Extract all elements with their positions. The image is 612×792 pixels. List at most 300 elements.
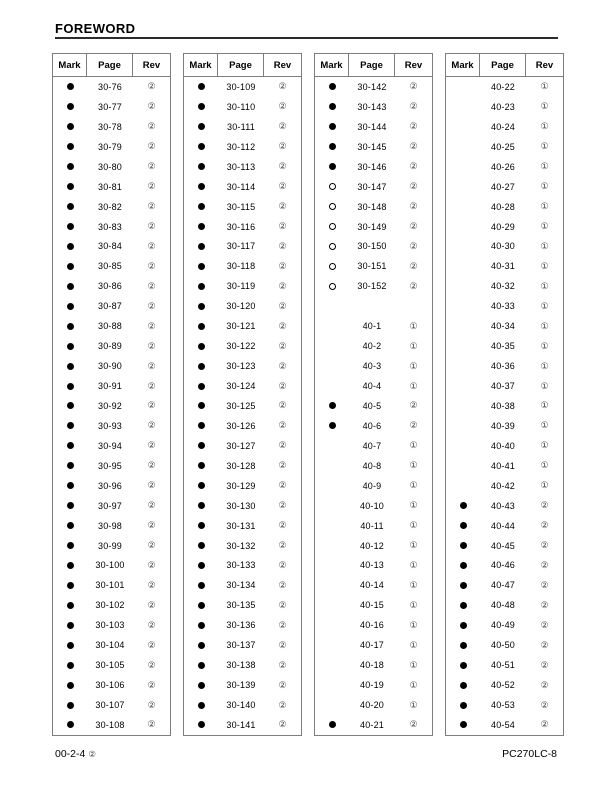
rev-cell: ① <box>540 221 549 232</box>
mark-cell-empty <box>315 575 349 595</box>
mark-cell-empty <box>315 516 349 536</box>
rev-cell: ② <box>540 520 549 531</box>
filled-circle-icon <box>460 522 467 529</box>
mark-filled-circle-icon <box>446 556 480 576</box>
filled-circle-icon <box>67 642 74 649</box>
table-row <box>184 595 301 615</box>
filled-circle-icon <box>198 143 205 150</box>
table-row <box>446 217 563 237</box>
mark-filled-circle-icon <box>184 536 218 556</box>
mark-filled-circle-icon <box>53 256 87 276</box>
table-row <box>446 655 563 675</box>
mark-filled-circle-icon <box>315 137 349 157</box>
mark-open-circle-icon <box>315 256 349 276</box>
rev-cell: ② <box>278 699 287 710</box>
table-row <box>53 436 170 456</box>
filled-circle-icon <box>460 702 467 709</box>
table-row <box>315 695 432 715</box>
table-row <box>53 157 170 177</box>
page-cell: 40-20 <box>359 700 385 711</box>
mark-filled-circle-icon <box>315 416 349 436</box>
rev-cell: ② <box>147 400 156 411</box>
page-cell: 40-13 <box>359 560 385 571</box>
rev-cell: ② <box>147 540 156 551</box>
mark-cell-empty <box>446 77 480 97</box>
mark-filled-circle-icon <box>53 137 87 157</box>
rev-cell: ② <box>147 679 156 690</box>
column-header-rev: Rev <box>535 59 554 71</box>
filled-circle-icon <box>460 682 467 689</box>
table-row <box>184 256 301 276</box>
revision-table-2 <box>183 53 302 736</box>
page-cell: 40-10 <box>359 500 385 511</box>
rev-cell: ② <box>147 559 156 570</box>
rev-cell: ② <box>540 619 549 630</box>
filled-circle-icon <box>460 502 467 509</box>
page-cell: 30-80 <box>97 161 123 172</box>
column-header-page: Page <box>87 54 133 76</box>
mark-filled-circle-icon <box>53 456 87 476</box>
table-row <box>184 336 301 356</box>
rev-cell: ① <box>409 619 418 630</box>
filled-circle-icon <box>198 203 205 210</box>
filled-circle-icon <box>329 422 336 429</box>
table-row <box>315 276 432 296</box>
page-cell: 40-6 <box>362 420 382 431</box>
rev-cell: ② <box>409 400 418 411</box>
column-header-page: Page <box>349 54 395 76</box>
mark-filled-circle-icon <box>53 376 87 396</box>
page-cell: 40-49 <box>490 620 516 631</box>
page-cell: 40-33 <box>490 301 516 312</box>
page-cell: 40-30 <box>490 241 516 252</box>
rev-cell: ① <box>540 81 549 92</box>
table-body <box>184 77 301 735</box>
mark-filled-circle-icon <box>184 336 218 356</box>
page-cell: 30-138 <box>226 660 256 671</box>
filled-circle-icon <box>198 283 205 290</box>
mark-filled-circle-icon <box>446 675 480 695</box>
mark-open-circle-icon <box>315 197 349 217</box>
page-cell: 30-129 <box>226 480 256 491</box>
table-row <box>446 157 563 177</box>
table-row <box>446 137 563 157</box>
table-row <box>184 177 301 197</box>
table-row <box>184 77 301 97</box>
rev-cell: ② <box>278 340 287 351</box>
table-row <box>53 675 170 695</box>
table-row <box>184 556 301 576</box>
mark-filled-circle-icon <box>184 77 218 97</box>
mark-open-circle-icon <box>315 276 349 296</box>
rev-cell: ② <box>409 161 418 172</box>
mark-filled-circle-icon <box>446 575 480 595</box>
table-row <box>315 356 432 376</box>
rev-cell: ② <box>540 540 549 551</box>
mark-filled-circle-icon <box>184 595 218 615</box>
table-row <box>315 217 432 237</box>
column-header-rev: Rev <box>142 59 161 71</box>
rev-cell: ② <box>147 440 156 451</box>
table-body <box>53 77 170 735</box>
column-header-mark: Mark <box>446 54 480 76</box>
page-cell: 40-11 <box>360 520 384 531</box>
mark-filled-circle-icon <box>184 256 218 276</box>
table-row <box>446 117 563 137</box>
mark-filled-circle-icon <box>53 77 87 97</box>
table-row <box>53 416 170 436</box>
filled-circle-icon <box>460 602 467 609</box>
table-row <box>184 217 301 237</box>
page-cell: 30-98 <box>97 520 123 531</box>
table-row <box>184 715 301 735</box>
page-cell: 30-85 <box>97 261 123 272</box>
mark-filled-circle-icon <box>184 117 218 137</box>
rev-cell: ② <box>278 360 287 371</box>
page-cell: 30-142 <box>357 81 387 92</box>
page-cell: 30-91 <box>97 381 123 392</box>
rev-cell: ① <box>409 480 418 491</box>
filled-circle-icon <box>67 303 74 310</box>
table-row <box>53 256 170 276</box>
page-cell: 30-131 <box>226 520 256 531</box>
column-header-page: Page <box>480 54 526 76</box>
table-row <box>184 117 301 137</box>
page-cell: 30-148 <box>357 201 387 212</box>
table-header-row <box>315 54 432 77</box>
table-row <box>53 296 170 316</box>
filled-circle-icon <box>67 462 74 469</box>
mark-filled-circle-icon <box>446 496 480 516</box>
table-row <box>53 396 170 416</box>
page-cell: 40-9 <box>362 480 382 491</box>
filled-circle-icon <box>329 721 336 728</box>
page-cell: 30-106 <box>95 680 125 691</box>
rev-cell: ② <box>147 320 156 331</box>
table-row <box>446 635 563 655</box>
page-cell: 40-21 <box>359 719 385 730</box>
filled-circle-icon <box>198 562 205 569</box>
filled-circle-icon <box>460 662 467 669</box>
filled-circle-icon <box>198 422 205 429</box>
page-cell: 40-15 <box>359 600 385 611</box>
rev-cell: ② <box>540 639 549 650</box>
page-cell: 30-117 <box>226 241 256 252</box>
mark-filled-circle-icon <box>184 615 218 635</box>
filled-circle-icon <box>67 383 74 390</box>
filled-circle-icon <box>198 482 205 489</box>
rev-cell: ② <box>540 719 549 730</box>
rev-cell: ① <box>540 280 549 291</box>
table-row <box>184 276 301 296</box>
page-cell: 30-93 <box>97 420 123 431</box>
rev-cell: ② <box>147 121 156 132</box>
table-row <box>446 516 563 536</box>
rev-cell: ② <box>540 579 549 590</box>
page-cell: 40-23 <box>490 101 516 112</box>
page-cell: 30-137 <box>226 640 256 651</box>
table-row <box>315 137 432 157</box>
filled-circle-icon <box>198 682 205 689</box>
rev-cell: ② <box>278 380 287 391</box>
mark-cell-empty <box>315 556 349 576</box>
page-cell: 40-17 <box>359 640 385 651</box>
table-row <box>184 635 301 655</box>
filled-circle-icon <box>67 183 74 190</box>
filled-circle-icon <box>198 383 205 390</box>
mark-filled-circle-icon <box>446 615 480 635</box>
filled-circle-icon <box>329 143 336 150</box>
mark-cell-empty <box>315 595 349 615</box>
rev-cell: ② <box>147 360 156 371</box>
filled-circle-icon <box>67 602 74 609</box>
mark-cell-empty <box>446 456 480 476</box>
mark-filled-circle-icon <box>53 316 87 336</box>
mark-filled-circle-icon <box>53 177 87 197</box>
mark-cell-empty <box>446 296 480 316</box>
column-header-rev: Rev <box>404 59 423 71</box>
mark-cell-empty <box>315 376 349 396</box>
table-row <box>446 695 563 715</box>
rev-cell: ② <box>409 141 418 152</box>
page-cell: 30-124 <box>226 381 256 392</box>
rev-cell: ② <box>540 599 549 610</box>
table-row <box>315 476 432 496</box>
table-row <box>446 316 563 336</box>
mark-filled-circle-icon <box>184 157 218 177</box>
rev-cell: ② <box>278 420 287 431</box>
filled-circle-icon <box>67 502 74 509</box>
rev-cell: ② <box>147 101 156 112</box>
rev-cell: ② <box>278 639 287 650</box>
mark-filled-circle-icon <box>184 655 218 675</box>
page-cell: 30-84 <box>97 241 123 252</box>
filled-circle-icon <box>67 203 74 210</box>
table-row <box>53 237 170 257</box>
table-row <box>184 436 301 456</box>
table-row <box>446 715 563 735</box>
rev-cell: ② <box>409 420 418 431</box>
page-cell: 30-102 <box>95 600 125 611</box>
mark-cell-empty <box>315 615 349 635</box>
filled-circle-icon <box>198 183 205 190</box>
table-row <box>446 376 563 396</box>
mark-filled-circle-icon <box>184 695 218 715</box>
mark-filled-circle-icon <box>53 336 87 356</box>
page-cell: 30-128 <box>226 460 256 471</box>
rev-cell: ① <box>540 161 549 172</box>
filled-circle-icon <box>67 682 74 689</box>
mark-filled-circle-icon <box>53 675 87 695</box>
rev-cell: ② <box>409 260 418 271</box>
mark-filled-circle-icon <box>53 536 87 556</box>
mark-cell-empty <box>315 456 349 476</box>
filled-circle-icon <box>67 103 74 110</box>
table-row <box>446 336 563 356</box>
filled-circle-icon <box>67 442 74 449</box>
mark-filled-circle-icon <box>184 675 218 695</box>
rev-cell: ② <box>540 659 549 670</box>
page-cell: 40-22 <box>490 81 516 92</box>
filled-circle-icon <box>460 622 467 629</box>
rev-cell: ① <box>540 360 549 371</box>
mark-filled-circle-icon <box>315 157 349 177</box>
table-row <box>315 635 432 655</box>
rev-cell: ② <box>278 280 287 291</box>
mark-filled-circle-icon <box>53 217 87 237</box>
page-cell: 30-96 <box>97 480 123 491</box>
column-header-mark: Mark <box>53 54 87 76</box>
table-row <box>53 715 170 735</box>
table-row <box>446 476 563 496</box>
page-cell: 30-87 <box>97 301 123 312</box>
table-row <box>315 316 432 336</box>
table-row <box>446 256 563 276</box>
page-cell: 40-50 <box>490 640 516 651</box>
mark-filled-circle-icon <box>446 635 480 655</box>
filled-circle-icon <box>329 103 336 110</box>
rev-cell: ② <box>409 121 418 132</box>
table-row <box>184 157 301 177</box>
rev-cell: ② <box>278 719 287 730</box>
page-cell: 40-28 <box>490 201 516 212</box>
mark-cell-empty <box>446 316 480 336</box>
filled-circle-icon <box>67 83 74 90</box>
open-circle-icon <box>329 283 336 290</box>
rev-cell: ② <box>278 579 287 590</box>
rev-cell: ① <box>409 360 418 371</box>
rev-cell: ① <box>540 101 549 112</box>
filled-circle-icon <box>460 562 467 569</box>
table-row <box>446 237 563 257</box>
table-row <box>315 416 432 436</box>
rev-cell: ② <box>147 480 156 491</box>
rev-cell: ② <box>278 619 287 630</box>
mark-open-circle-icon <box>315 217 349 237</box>
page-cell: 30-118 <box>226 261 256 272</box>
filled-circle-icon <box>198 103 205 110</box>
table-row <box>184 536 301 556</box>
rev-cell: ② <box>278 440 287 451</box>
page-cell: 30-89 <box>97 341 123 352</box>
mark-cell-empty <box>315 336 349 356</box>
column-header-rev: Rev <box>273 59 292 71</box>
rev-cell: ② <box>278 260 287 271</box>
page-cell: 40-31 <box>490 261 516 272</box>
mark-cell-empty <box>446 97 480 117</box>
mark-filled-circle-icon <box>53 695 87 715</box>
page-cell: 30-135 <box>226 600 256 611</box>
table-row <box>315 675 432 695</box>
rev-cell: ① <box>409 599 418 610</box>
filled-circle-icon <box>198 223 205 230</box>
table-row <box>184 655 301 675</box>
rev-cell: ② <box>278 81 287 92</box>
page-cell: 40-2 <box>362 341 382 352</box>
table-row <box>53 276 170 296</box>
revision-table-1 <box>52 53 171 736</box>
filled-circle-icon <box>460 582 467 589</box>
rev-cell: ① <box>540 121 549 132</box>
table-row <box>53 595 170 615</box>
rev-cell: ① <box>540 400 549 411</box>
rev-cell: ① <box>409 540 418 551</box>
mark-filled-circle-icon <box>184 575 218 595</box>
table-row <box>315 396 432 416</box>
filled-circle-icon <box>329 123 336 130</box>
rev-cell: ② <box>147 719 156 730</box>
table-row <box>53 695 170 715</box>
table-row <box>184 456 301 476</box>
revision-table-3 <box>314 53 433 736</box>
table-header-row <box>446 54 563 77</box>
mark-filled-circle-icon <box>184 416 218 436</box>
table-row <box>315 715 432 735</box>
mark-filled-circle-icon <box>184 217 218 237</box>
page-cell: 40-44 <box>490 520 516 531</box>
mark-open-circle-icon <box>315 177 349 197</box>
page-cell: 40-39 <box>490 420 516 431</box>
rev-cell: ① <box>540 320 549 331</box>
table-row <box>446 97 563 117</box>
table-row <box>446 595 563 615</box>
rev-cell: ① <box>540 141 549 152</box>
rev-cell: ① <box>540 420 549 431</box>
mark-filled-circle-icon <box>53 595 87 615</box>
page-cell: 30-88 <box>97 321 123 332</box>
page-cell: 30-112 <box>226 141 256 152</box>
rev-cell <box>395 296 432 316</box>
page-cell: 30-100 <box>95 560 125 571</box>
table-row <box>315 655 432 675</box>
page-cell: 30-146 <box>357 161 387 172</box>
rev-cell: ② <box>278 400 287 411</box>
page-cell: 40-36 <box>490 361 516 372</box>
filled-circle-icon <box>67 363 74 370</box>
open-circle-icon <box>329 223 336 230</box>
rev-cell: ② <box>278 559 287 570</box>
filled-circle-icon <box>67 582 74 589</box>
filled-circle-icon <box>198 402 205 409</box>
table-row <box>446 575 563 595</box>
mark-filled-circle-icon <box>53 296 87 316</box>
table-row <box>446 276 563 296</box>
rev-cell: ② <box>278 460 287 471</box>
table-row <box>184 675 301 695</box>
mark-filled-circle-icon <box>184 296 218 316</box>
open-circle-icon <box>329 243 336 250</box>
rev-cell: ① <box>409 500 418 511</box>
page-cell: 30-90 <box>97 361 123 372</box>
rev-cell: ② <box>278 659 287 670</box>
table-row <box>315 536 432 556</box>
table-row <box>53 575 170 595</box>
page-cell: 30-149 <box>357 221 387 232</box>
rev-cell: ② <box>278 141 287 152</box>
page-cell: 40-12 <box>359 540 385 551</box>
filled-circle-icon <box>198 442 205 449</box>
rev-cell: ② <box>147 460 156 471</box>
mark-cell-empty <box>446 256 480 276</box>
rev-cell: ② <box>147 141 156 152</box>
page-cell: 30-107 <box>95 700 125 711</box>
page-cell: 30-77 <box>97 101 123 112</box>
page-cell: 40-7 <box>362 440 382 451</box>
page-cell: 30-122 <box>226 341 256 352</box>
table-row <box>446 77 563 97</box>
rev-cell: ① <box>409 579 418 590</box>
mark-filled-circle-icon <box>53 416 87 436</box>
